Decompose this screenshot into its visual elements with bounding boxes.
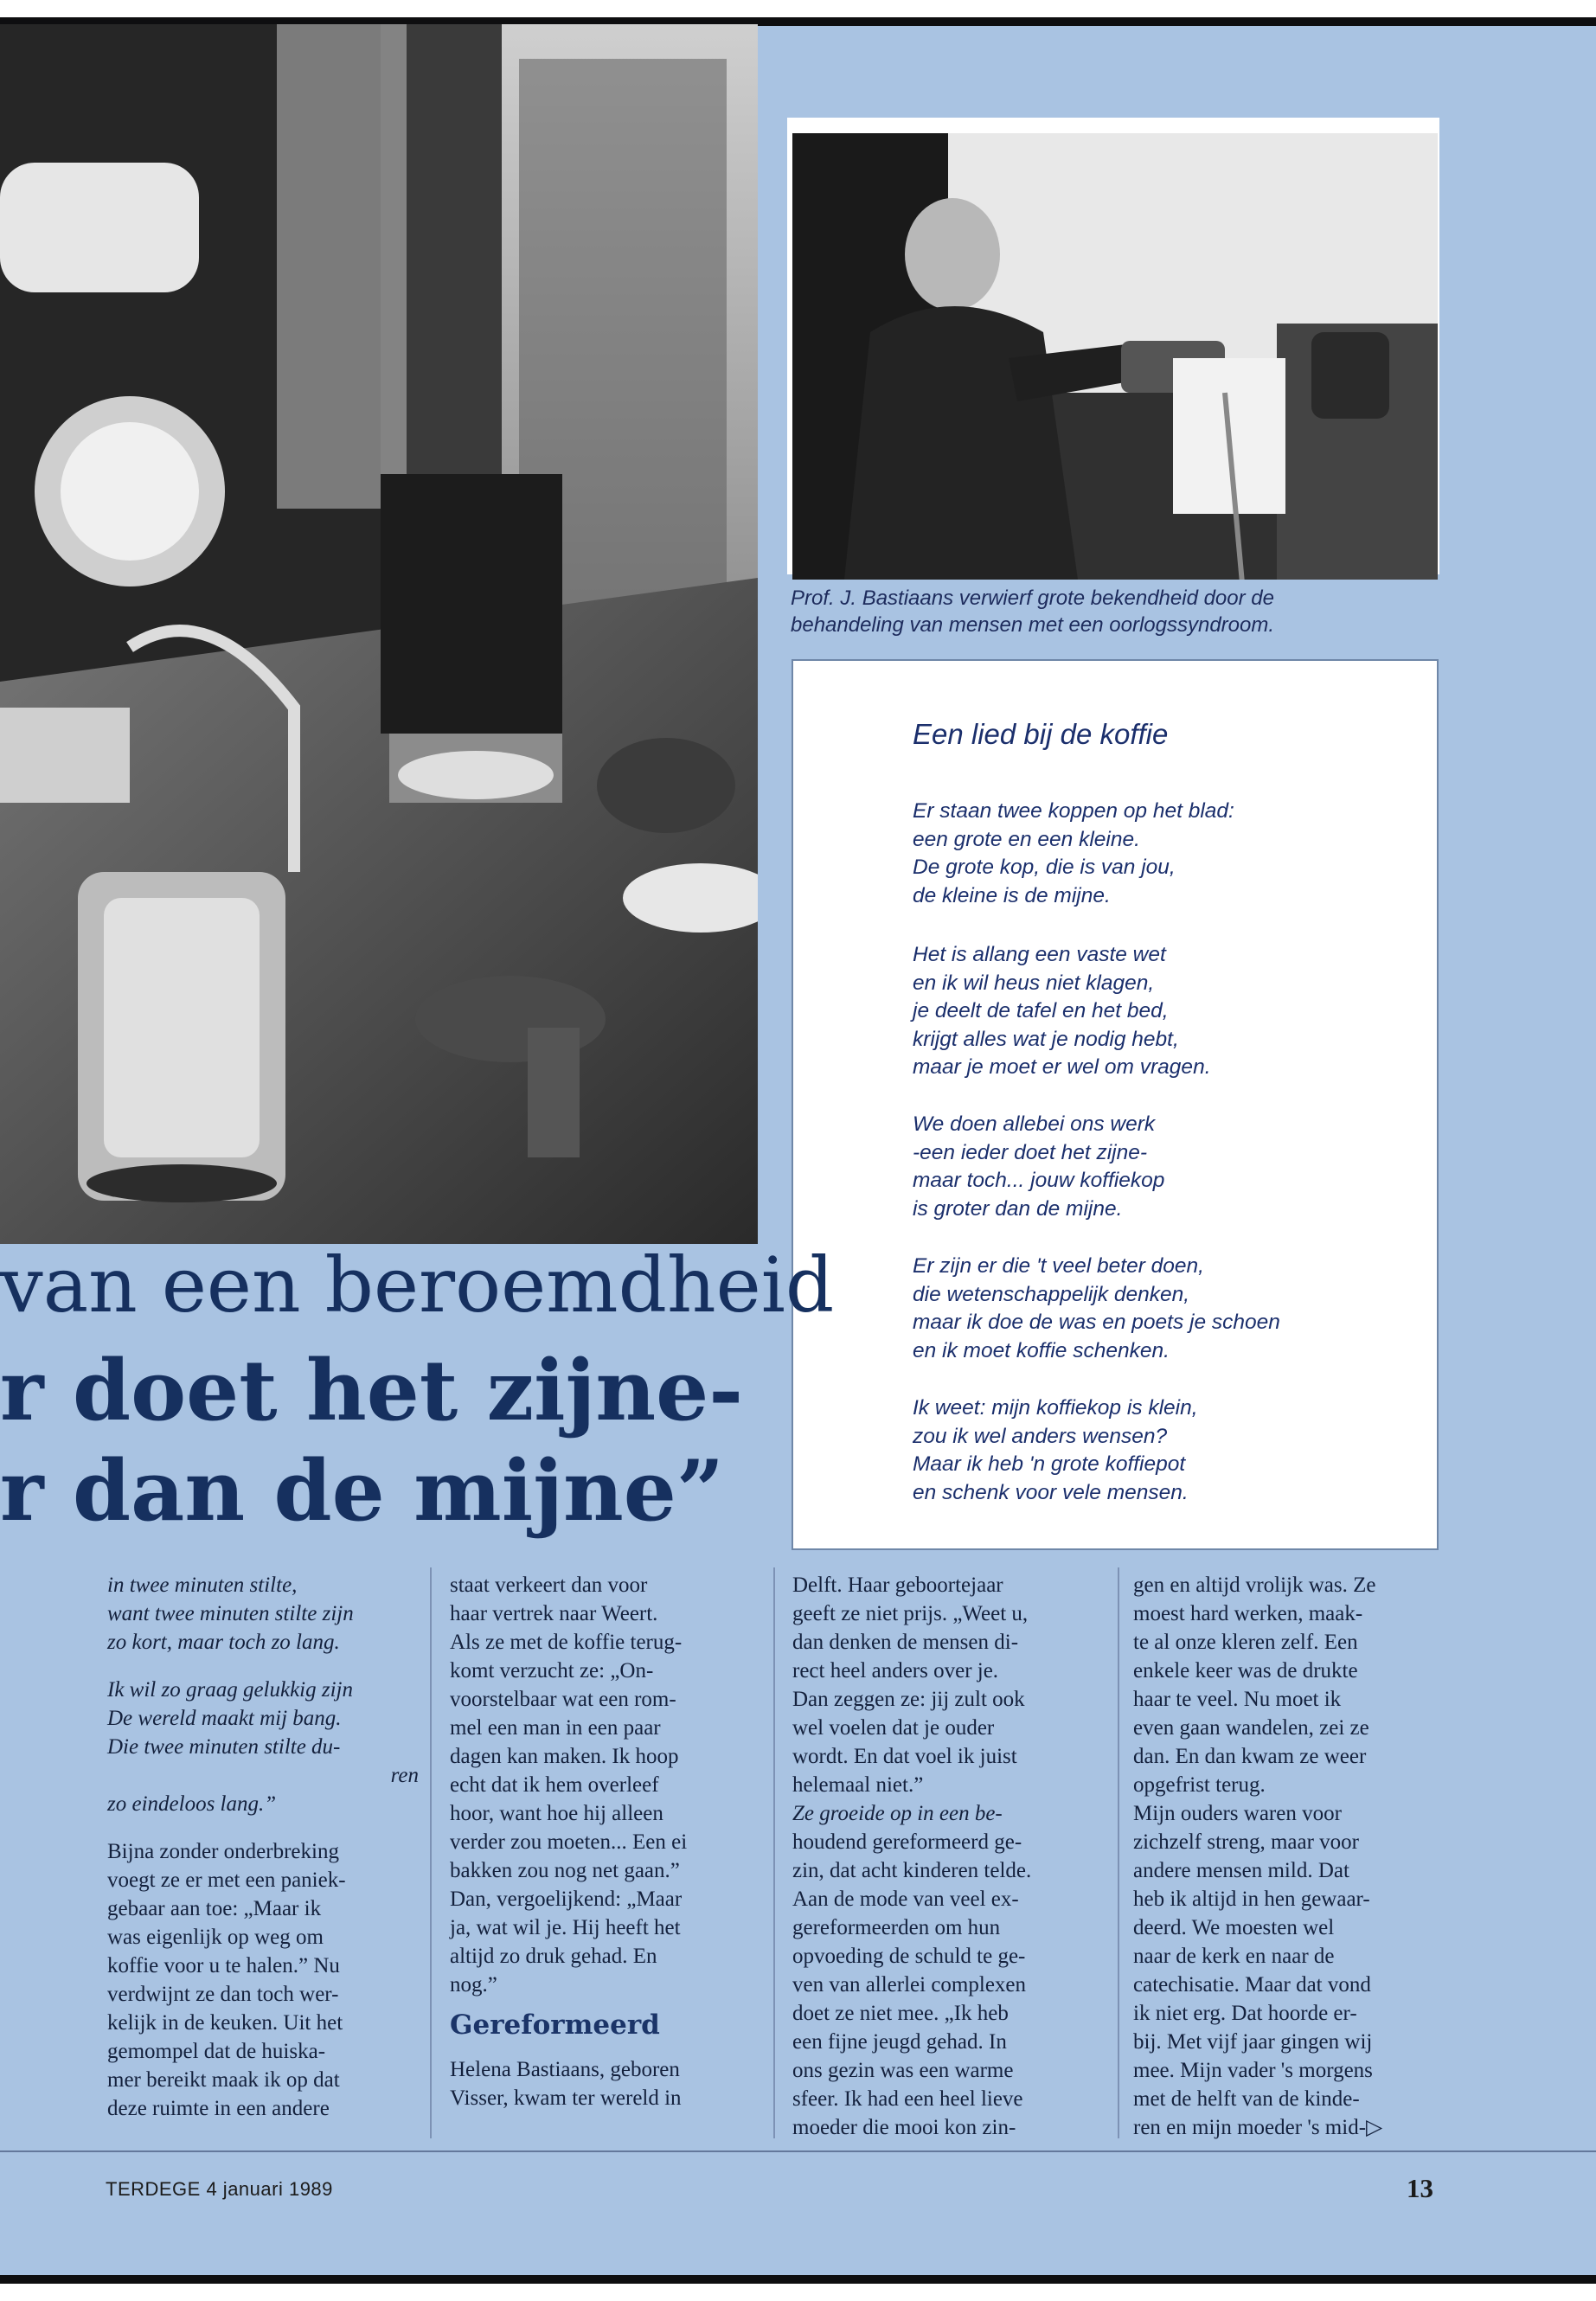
page-number: 13 — [1407, 2173, 1433, 2203]
body-line: Mijn ouders waren voor — [1133, 1802, 1342, 1825]
body-line: verdwijnt ze dan toch wer- — [107, 1983, 339, 2006]
body-line: mee. Mijn vader 's morgens — [1133, 2059, 1373, 2082]
quote-line: ren — [390, 1764, 419, 1787]
body-line: naar de kerk en naar de — [1133, 1945, 1335, 1968]
body-line: verder zou moeten... Een ei — [450, 1830, 688, 1854]
body-line: moeder die mooi kon zin- — [792, 2116, 1016, 2139]
body-line: mer bereikt maak ik op dat — [107, 2068, 340, 2092]
body-line: ren en mijn moeder 's mid-▷ — [1133, 2116, 1383, 2139]
body-line: geeft ze niet prijs. „Weet u, — [792, 1602, 1029, 1625]
body-line: opvoeding de schuld te ge- — [792, 1945, 1026, 1968]
body-line: gemompel dat de huiska- — [107, 2040, 326, 2063]
poem-line: maar toch... jouw koffiekop — [913, 1169, 1165, 1192]
body-line: Ze groeide op in een be- — [792, 1802, 1003, 1825]
column-divider — [773, 1567, 775, 2138]
poem-title: Een lied bij de koffie — [913, 718, 1169, 750]
body-line: rect heel anders over je. — [792, 1659, 999, 1682]
body-line: voegt ze er met een paniek- — [107, 1868, 346, 1892]
body-line: ven van allerlei complexen — [792, 1973, 1027, 1997]
quote-line: Ik wil zo graag gelukkig zijn — [107, 1678, 353, 1702]
poem-line: krijgt alles wat je nodig hebt, — [913, 1027, 1179, 1051]
footer-rule — [0, 2150, 1596, 2152]
body-line: altijd zo druk gehad. En — [450, 1945, 657, 1968]
body-line: deerd. We moesten wel — [1133, 1916, 1335, 1939]
poem-line: Ik weet: mijn koffiekop is klein, — [913, 1396, 1198, 1420]
body-line: wordt. En dat voel ik juist — [792, 1745, 1017, 1768]
article-column-3 — [792, 1571, 1114, 2142]
headline-line-3: r dan de mijne” — [0, 1442, 725, 1540]
poem-line: Maar ik heb 'n grote koffiepot — [913, 1452, 1186, 1476]
body-line: Bijna zonder onderbreking — [107, 1840, 339, 1863]
poem-line: en ik moet koffie schenken. — [913, 1338, 1170, 1362]
body-line: zin, dat acht kinderen telde. — [792, 1859, 1032, 1882]
body-line: mel een man in een paar — [450, 1716, 661, 1740]
photo-caption — [791, 585, 1448, 638]
body-line: opgefrist terug. — [1133, 1773, 1266, 1797]
body-line: hoor, want hoe hij alleen — [450, 1802, 663, 1825]
caption-line: behandeling van mensen met een oorlogssyndroom. — [791, 613, 1275, 637]
body-line: komt verzucht ze: „On- — [450, 1659, 654, 1682]
body-line: voorstelbaar wat een rom- — [450, 1688, 676, 1711]
body-line: Aan de mode van veel ex- — [792, 1888, 1019, 1911]
body-line: ons gezin was een warme — [792, 2059, 1014, 2082]
quote-line: zo eindeloos lang.” — [107, 1792, 277, 1816]
body-line: houdend gereformeerd ge- — [792, 1830, 1022, 1854]
professor-photo — [792, 133, 1438, 580]
poem-stanza — [913, 798, 1234, 910]
quote-line: want twee minuten stilte zijn — [107, 1602, 354, 1625]
body-line: Visser, kwam ter wereld in — [450, 2086, 682, 2110]
body-line: met de helft van de kinde- — [1133, 2087, 1360, 2111]
poem-line: je deelt de tafel en het bed, — [913, 999, 1169, 1022]
body-line: haar vertrek naar Weert. — [450, 1602, 658, 1625]
body-line: Delft. Haar geboortejaar — [792, 1574, 1003, 1597]
body-line: gebaar aan toe: „Maar ik — [107, 1897, 322, 1920]
body-line: enkele keer was de drukte — [1133, 1659, 1358, 1682]
body-line: zichzelf streng, maar voor — [1133, 1830, 1359, 1854]
poem-stanza — [913, 1253, 1280, 1365]
poem-line: en schenk voor vele mensen. — [913, 1480, 1189, 1504]
poem-stanza — [913, 941, 1211, 1082]
body-line: gereformeerden om hun — [792, 1916, 1001, 1939]
article-column-4 — [1133, 1571, 1462, 2142]
body-line: Dan zeggen ze: jij zult ook — [792, 1688, 1025, 1711]
poem-line: de kleine is de mijne. — [913, 883, 1111, 907]
body-line: heb ik altijd in hen gewaar- — [1133, 1888, 1370, 1911]
poem-line: maar je moet er wel om vragen. — [913, 1055, 1211, 1079]
body-line: dagen kan maken. Ik hoop — [450, 1745, 679, 1768]
body-line: haar te veel. Nu moet ik — [1133, 1688, 1342, 1711]
body-line: ik niet erg. Dat hoorde er- — [1133, 2002, 1357, 2025]
poem-line: We doen allebei ons werk — [913, 1112, 1156, 1136]
quote-line: Die twee minuten stilte du- — [107, 1735, 341, 1759]
poem-line: zou ik wel anders wensen? — [913, 1424, 1168, 1448]
body-line: Als ze met de koffie terug- — [450, 1631, 683, 1654]
body-line: echt dat ik hem overleef — [450, 1773, 659, 1797]
column-divider — [1118, 1567, 1119, 2138]
body-line: dan. En dan kwam ze weer — [1133, 1745, 1367, 1768]
body-line: Helena Bastiaans, geboren — [450, 2058, 680, 2081]
body-line: was eigenlijk op weg om — [107, 1926, 324, 1949]
kitchen-photo — [0, 24, 758, 1244]
body-line: wel voelen dat je ouder — [792, 1716, 995, 1740]
quote-line: De wereld maakt mij bang. — [107, 1707, 342, 1730]
poem-line: Er staan twee koppen op het blad: — [913, 799, 1234, 823]
body-line: koffie voor u te halen.” Nu — [107, 1954, 340, 1977]
column-divider — [430, 1567, 432, 2138]
quote-line: in twee minuten stilte, — [107, 1574, 298, 1597]
body-line: doet ze niet mee. „Ik heb — [792, 2002, 1009, 2025]
poem-line: De grote kop, die is van jou, — [913, 856, 1176, 879]
caption-line: Prof. J. Bastiaans verwierf grote bekendheid door de — [791, 586, 1274, 610]
poem-line: is groter dan de mijne. — [913, 1196, 1123, 1221]
body-line: andere mensen mild. Dat — [1133, 1859, 1349, 1882]
body-line: deze ruimte in een andere — [107, 2097, 330, 2120]
body-line: sfeer. Ik had een heel lieve — [792, 2087, 1023, 2111]
body-line: een fijne jeugd gehad. In — [792, 2030, 1007, 2054]
poem-line: Er zijn er die 't veel beter doen, — [913, 1254, 1204, 1278]
poem-line: en ik wil heus niet klagen, — [913, 971, 1155, 995]
article-column-1 — [107, 1571, 419, 2123]
body-line: moest hard werken, maak- — [1133, 1602, 1363, 1625]
body-line: ja, wat wil je. Hij heeft het — [450, 1916, 681, 1939]
poem-stanza — [913, 1394, 1198, 1507]
article-column-2 — [450, 1571, 770, 2112]
poem-box — [792, 659, 1439, 1550]
quote-line: zo kort, maar toch zo lang. — [107, 1631, 340, 1654]
body-line: nog.” — [450, 1973, 497, 1997]
headline-line-2: r doet het zijne- — [0, 1342, 744, 1439]
body-line: helemaal niet.” — [792, 1773, 924, 1797]
section-subhead: Gereformeerd — [450, 2009, 660, 2041]
headline-line-1: van een beroemdheid — [0, 1240, 835, 1330]
poem-line: een grote en een kleine. — [913, 827, 1140, 851]
body-line: bij. Met vijf jaar gingen wij — [1133, 2030, 1373, 2054]
bottom-edge — [0, 2275, 1596, 2284]
body-line: gen en altijd vrolijk was. Ze — [1133, 1574, 1376, 1597]
body-line: catechisatie. Maar dat vond — [1133, 1973, 1371, 1997]
poem-line: maar ik doe de was en poets je schoen — [913, 1311, 1280, 1334]
body-line: Dan, vergoelijkend: „Maar — [450, 1888, 683, 1911]
poem-line: die wetenschappelijk denken, — [913, 1282, 1190, 1306]
body-line: even gaan wandelen, zei ze — [1133, 1716, 1369, 1740]
body-line: kelijk in de keuken. Uit het — [107, 2011, 343, 2035]
poem-line: -een ieder doet het zijne- — [913, 1140, 1148, 1164]
footer-publication: TERDEGE 4 januari 1989 — [106, 2178, 333, 2200]
body-line: bakken zou nog net gaan.” — [450, 1859, 680, 1882]
body-line: dan denken de mensen di- — [792, 1631, 1019, 1654]
body-line: te al onze kleren zelf. Een — [1133, 1631, 1358, 1654]
poem-line: Het is allang een vaste wet — [913, 943, 1166, 966]
poem-stanza — [913, 1111, 1164, 1223]
body-line: staat verkeert dan voor — [450, 1574, 648, 1597]
